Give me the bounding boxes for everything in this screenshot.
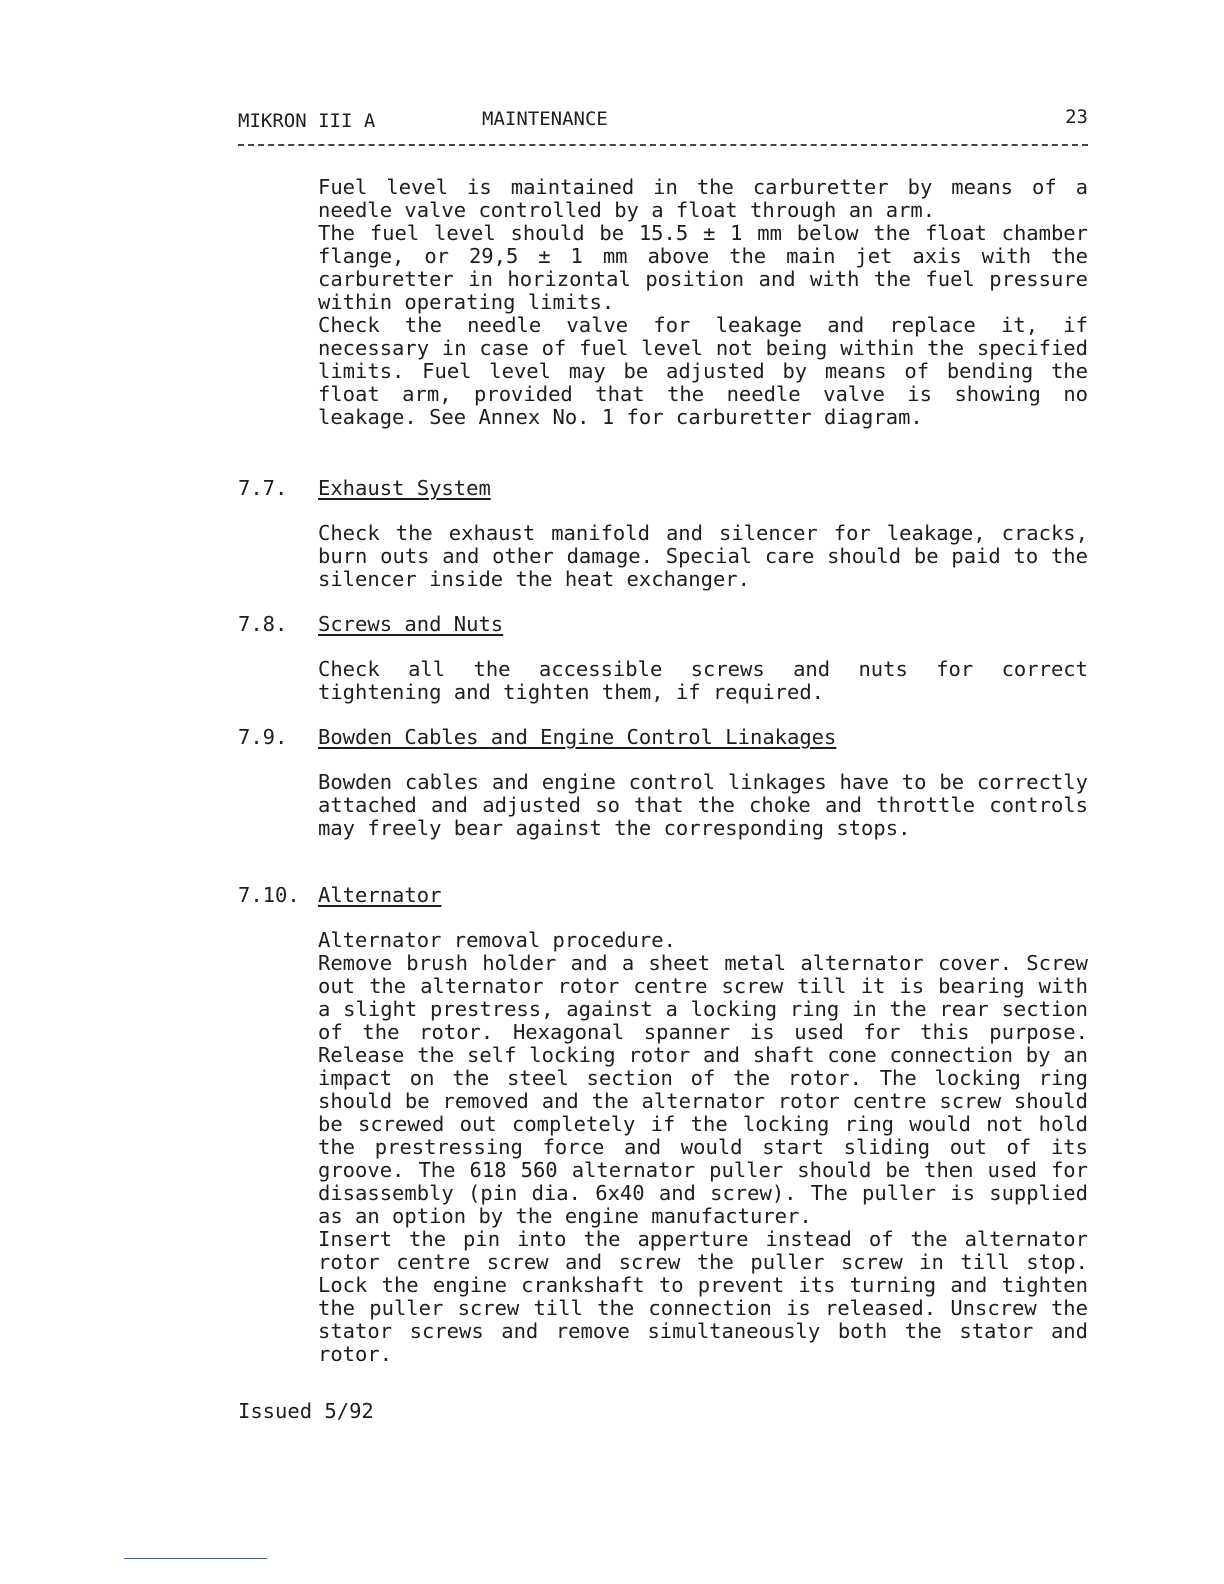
section-paragraph: Check the exhaust manifold and silencer for leakage, cracks, burn outs and other damage. Special care should be paid to the silencer inside the heat exchanger. — [318, 521, 1088, 591]
section-body-7-7 — [318, 522, 1088, 591]
section-paragraph: Insert the pin into the apperture instead of the alternator rotor centre screw and screw the puller screw in till stop. Lock the engine crankshaft to prevent its turning and tighten the puller screw till the connection is released. Unscrew the stator screws and remove simultaneously both the stator and rotor. — [318, 1227, 1088, 1366]
section-title: Alternator — [318, 883, 442, 907]
section-title: Screws and Nuts — [318, 612, 504, 636]
header-section-title: MAINTENANCE — [482, 108, 608, 130]
section-paragraph: Check all the accessible screws and nuts for correct tightening and tighten them, if required. — [318, 657, 1088, 704]
page-number: 23 — [1065, 106, 1088, 128]
header-model: MIKRON III A — [238, 110, 376, 132]
section-title: Exhaust System — [318, 476, 491, 500]
issued-date: Issued 5/92 — [238, 1399, 374, 1423]
section-body-7-10 — [318, 929, 1088, 1366]
section-paragraph: Alternator removal procedure. — [318, 928, 676, 952]
section-title: Bowden Cables and Engine Control Linakages — [318, 725, 837, 749]
section-body-7-9 — [318, 771, 1088, 840]
section-paragraph: Bowden cables and engine control linkages have to be correctly attached and adjusted so that the choke and throttle controls may freely bear against the corresponding stops. — [318, 770, 1088, 840]
section-number: 7.9. — [238, 725, 288, 749]
intro-paragraph: The fuel level should be 15.5 ± 1 mm below the float chamber flange, or 29,5 ± 1 mm above the main jet axis with the carburetter in horizontal position and with the fuel pressure within operating limits. — [318, 221, 1088, 314]
section-body-7-8 — [318, 658, 1088, 704]
section-paragraph: Remove brush holder and a sheet metal alternator cover. Screw out the alternator rotor centre screw till it is bearing with a slight prestress, against a locking ring in the rear section of the rotor. Hexagonal spanner is used for this purpose. Release the self locking rotor and shaft cone connection by an impact on the steel section of the rotor. The locking ring should be removed and the alternator rotor centre screw should be screwed out completely if the locking ring would not hold the prestressing force and would start sliding out of its groove. The 618 560 alternator puller should be then used for disassembly (pin dia. 6x40 and screw). The puller is supplied as an option by the engine manufacturer. — [318, 951, 1088, 1228]
header-divider — [238, 144, 1088, 146]
section-number: 7.10. — [238, 883, 300, 907]
section-number: 7.8. — [238, 612, 288, 636]
intro-paragraph: Fuel level is maintained in the carburetter by means of a needle valve controlled by a float through an arm. — [318, 175, 1088, 222]
section-number: 7.7. — [238, 476, 288, 500]
page-header — [238, 108, 1088, 138]
intro-block — [318, 176, 1088, 429]
intro-paragraph: Check the needle valve for leakage and replace it, if necessary in case of fuel level not being within the specified limits. Fuel level may be adjusted by means of bending the float arm, provided that the needle valve is showing no leakage. See Annex No. 1 for carburetter diagram. — [318, 313, 1088, 429]
footnote-divider — [124, 1558, 267, 1559]
